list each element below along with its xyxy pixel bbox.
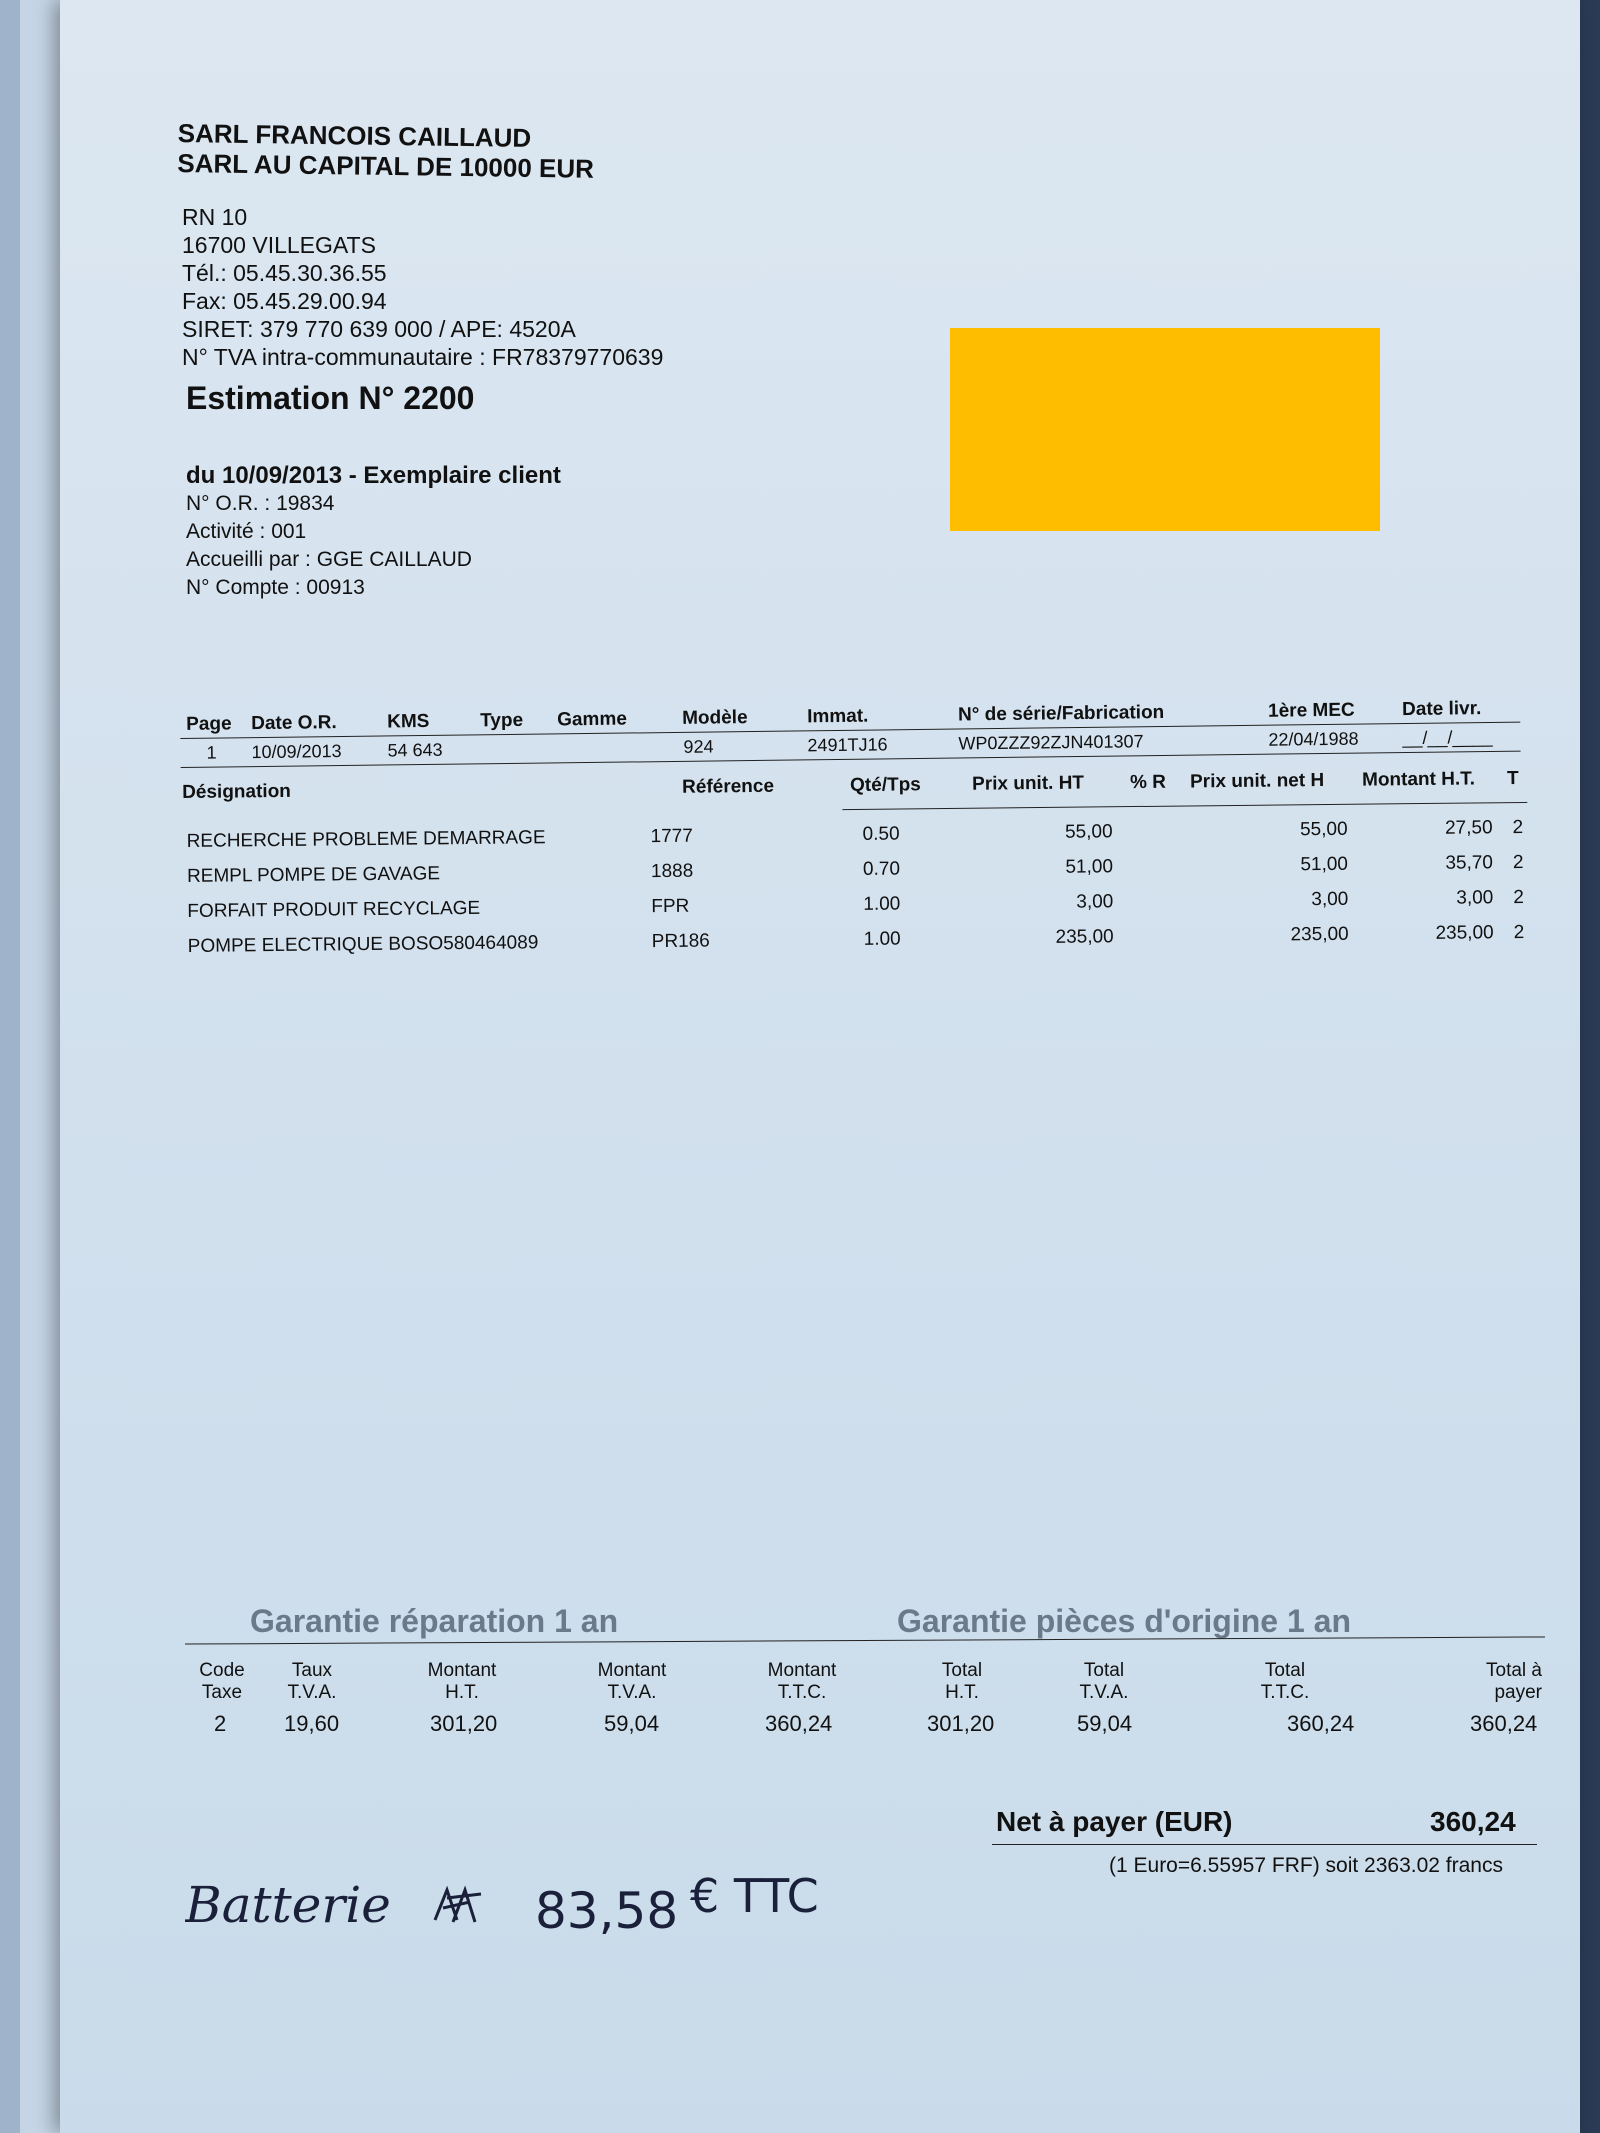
vehicle-header-cell: Date livr. xyxy=(1401,698,1482,721)
item-net-price: 235,00 xyxy=(1290,923,1349,946)
vehicle-value-cell: 1 xyxy=(206,742,217,763)
totals-header-cell: Total à payer xyxy=(1486,1660,1542,1703)
items-header-cell: Prix unit. net H xyxy=(1189,770,1325,793)
vehicle-header-cell: Modèle xyxy=(682,707,748,729)
date-line: du 10/09/2013 - Exemplaire client xyxy=(186,462,561,489)
document-title: Estimation N° 2200 xyxy=(186,380,475,416)
welcomed-by: Accueilli par : GGE CAILLAUD xyxy=(186,548,472,571)
item-designation: POMPE ELECTRIQUE BOSO580464089 xyxy=(187,932,539,957)
item-unit-price: 51,00 xyxy=(1065,856,1114,878)
address-line: Fax: 05.45.29.00.94 xyxy=(182,288,387,314)
item-designation: FORFAIT PRODUIT RECYCLAGE xyxy=(187,897,481,922)
items-header-cell: T xyxy=(1506,768,1519,790)
totals-value: 360,24 xyxy=(1287,1711,1355,1736)
vehicle-header-cell: Immat. xyxy=(807,705,869,728)
item-quantity: 1.00 xyxy=(863,928,901,950)
handwritten-amount: 83,58 xyxy=(535,1882,679,1940)
vehicle-header-cell: N° de série/Fabrication xyxy=(957,701,1165,726)
item-quantity: 0.50 xyxy=(862,823,900,845)
company-header xyxy=(177,118,594,184)
totals-value: 2 xyxy=(214,1711,227,1736)
address-line: RN 10 xyxy=(182,204,248,230)
totals-value: 360,24 xyxy=(1470,1711,1538,1736)
totals-header-cell: Montant T.T.C. xyxy=(767,1660,837,1703)
totals-value: 19,60 xyxy=(284,1711,340,1736)
totals-value: 59,04 xyxy=(604,1711,660,1736)
handwritten-note xyxy=(185,1860,885,1950)
net-underline xyxy=(992,1844,1537,1845)
activity: Activité : 001 xyxy=(186,520,307,543)
item-net-price: 3,00 xyxy=(1311,888,1349,911)
item-tax-code: 2 xyxy=(1512,816,1524,839)
item-designation: REMPL POMPE DE GAVAGE xyxy=(186,863,441,887)
vehicle-header-cell: Date O.R. xyxy=(251,712,337,735)
totals-header-cell: Montant H.T. xyxy=(427,1660,497,1703)
item-tax-code: 2 xyxy=(1513,921,1525,944)
totals-value: 301,20 xyxy=(430,1711,498,1736)
item-amount: 27,50 xyxy=(1444,817,1493,839)
item-reference: 1777 xyxy=(650,825,694,848)
items-header-cell: Désignation xyxy=(182,780,291,803)
item-quantity: 1.00 xyxy=(863,893,901,915)
currency-conversion: (1 Euro=6.55957 FRF) soit 2363.02 francs xyxy=(1109,1854,1503,1877)
net-value: 360,24 xyxy=(1430,1806,1516,1837)
totals-value: 360,24 xyxy=(765,1711,833,1736)
scribble-mark xyxy=(435,1890,481,1922)
or-number: N° O.R. : 19834 xyxy=(186,492,335,515)
item-amount: 235,00 xyxy=(1435,922,1494,944)
totals-header-cell: Code Taxe xyxy=(199,1660,245,1703)
item-net-price: 55,00 xyxy=(1299,818,1348,841)
repair-guarantee: Garantie réparation 1 an xyxy=(250,1603,619,1639)
vehicle-header-cell: KMS xyxy=(387,710,430,733)
redaction-block xyxy=(950,328,1380,531)
totals-header-cell: Montant T.V.A. xyxy=(597,1660,667,1703)
item-tax-code: 2 xyxy=(1513,886,1524,909)
vehicle-header-cell: 1ère MEC xyxy=(1267,699,1355,722)
company-address xyxy=(182,203,663,371)
address-line: Tél.: 05.45.30.36.55 xyxy=(182,260,387,286)
item-reference: PR186 xyxy=(651,930,710,953)
totals-header-cell: Total T.V.A. xyxy=(1079,1660,1129,1703)
totals-value: 301,20 xyxy=(927,1711,995,1736)
vehicle-value-cell: __/__/____ xyxy=(1402,726,1493,749)
item-amount: 3,00 xyxy=(1456,887,1494,909)
address-line: 16700 VILLEGATS xyxy=(182,232,376,258)
item-quantity: 0.70 xyxy=(862,858,901,880)
company-capital: SARL AU CAPITAL DE 10000 EUR xyxy=(177,147,595,184)
address-line: SIRET: 379 770 639 000 / APE: 4520A xyxy=(182,316,576,342)
vehicle-value-cell: 54 643 xyxy=(387,739,443,761)
document-meta xyxy=(186,462,561,602)
company-name: SARL FRANCOIS CAILLAUD xyxy=(177,118,532,153)
parts-guarantee: Garantie pièces d'origine 1 an xyxy=(897,1603,1351,1639)
item-reference: FPR xyxy=(651,895,690,918)
net-label: Net à payer (EUR) xyxy=(996,1806,1233,1837)
handwritten-suffix: € TTC xyxy=(690,1869,819,1923)
item-unit-price: 55,00 xyxy=(1064,821,1113,843)
vehicle-header-cell: Type xyxy=(480,709,524,732)
totals-value: 59,04 xyxy=(1077,1711,1133,1736)
item-unit-price: 235,00 xyxy=(1055,926,1114,948)
vehicle-value-cell: 10/09/2013 xyxy=(251,741,342,763)
items-header-cell: % R xyxy=(1129,771,1167,794)
items-header-cell: Qté/Tps xyxy=(849,774,921,797)
vehicle-header-cell: Gamme xyxy=(557,708,627,731)
totals-header-cell: Total T.T.C. xyxy=(1260,1660,1310,1703)
handwritten-word: Batterie xyxy=(185,1876,391,1934)
account-number: N° Compte : 00913 xyxy=(186,576,365,599)
items-header-cell: Référence xyxy=(681,775,775,798)
items-header-cell: Prix unit. HT xyxy=(971,772,1085,795)
items-table xyxy=(182,766,1529,971)
item-designation: RECHERCHE PROBLEME DEMARRAGE xyxy=(186,827,546,852)
item-tax-code: 2 xyxy=(1512,851,1524,874)
totals-header-cell: Taux T.V.A. xyxy=(287,1660,337,1703)
vehicle-value-cell: 924 xyxy=(683,736,714,757)
item-amount: 35,70 xyxy=(1445,852,1494,874)
item-reference: 1888 xyxy=(650,860,694,883)
item-net-price: 51,00 xyxy=(1300,853,1349,876)
items-header-row xyxy=(182,766,1527,810)
vehicle-header-cell: Page xyxy=(186,713,232,735)
vehicle-value-cell: 22/04/1988 xyxy=(1268,728,1359,750)
vehicle-value-cell: 2491TJ16 xyxy=(807,734,888,756)
item-unit-price: 3,00 xyxy=(1076,891,1114,913)
items-header-cell: Montant H.T. xyxy=(1361,768,1476,791)
vehicle-value-cell: WP0ZZZ92ZJN401307 xyxy=(958,731,1144,754)
address-line: N° TVA intra-communautaire : FR78379770639 xyxy=(182,344,664,370)
totals-header-cell: Total H.T. xyxy=(941,1660,983,1703)
